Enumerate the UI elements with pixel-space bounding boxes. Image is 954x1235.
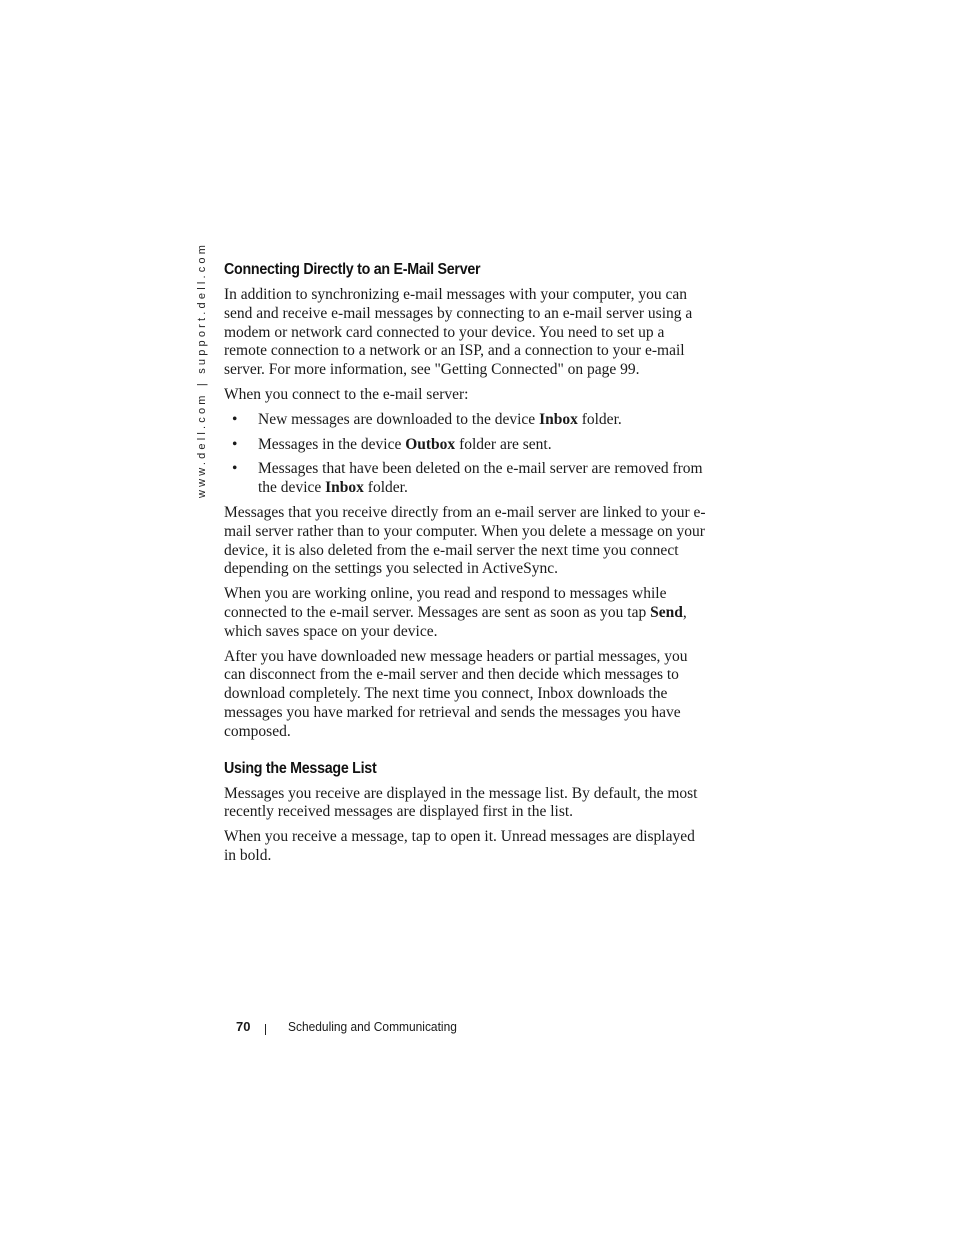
section-heading-connecting: Connecting Directly to an E-Mail Server: [224, 261, 481, 278]
paragraph-disconnect: After you have downloaded new message headers or partial messages, you can disconnect from the e-mail server and then decide which messages to download completely. The next time you connect, Inbox downloads the messages you have marked for retrieval and sends the messages you have composed.: [224, 647, 688, 740]
page-number: 70: [236, 1019, 251, 1034]
page-content: [224, 261, 708, 872]
bullet-list: [224, 411, 708, 498]
list-item: • New messages are downloaded to the device Inbox folder.: [224, 411, 708, 430]
footer-separator: [265, 1024, 266, 1035]
side-url-text: www.dell.com | support.dell.com: [196, 241, 208, 498]
section-heading-message-list: Using the Message List: [224, 759, 377, 777]
paragraph-intro: In addition to synchronizing e-mail messages with your computer, you can send and receive e-mail messages by connecting to an e-mail server using a modem or network card connected to your device. You need to set up a remote connection to a network or an ISP, and a connection to your e-mail server. For more information, see "Getting Connected" on page 99.: [224, 286, 693, 379]
paragraph-working-online: When you are working online, you read and respond to messages while connected to the e-mail server. Messages are sent as soon as you tap Send, which saves space on your device.: [224, 585, 687, 640]
paragraph-linked-messages: Messages that you receive directly from an e-mail server are linked to your e-mail server rather than to your computer. When you delete a message on your device, it is also deleted from the e-mail server the next time you connect depending on the settings you selected in ActiveSync.: [224, 503, 706, 578]
paragraph-tap-open: When you receive a message, tap to open it. Unread messages are displayed in bold.: [224, 828, 695, 864]
list-item: • Messages in the device Outbox folder are sent.: [224, 436, 708, 455]
footer-section-title: Scheduling and Communicating: [288, 1019, 458, 1034]
paragraph-message-list: Messages you receive are displayed in the message list. By default, the most recently received messages are displayed first in the list.: [224, 784, 698, 821]
list-item: • Messages that have been deleted on the e-mail server are removed from the device Inbox folder.: [224, 460, 708, 498]
paragraph-when-connect: When you connect to the e-mail server:: [224, 385, 469, 403]
page-footer: [236, 1019, 472, 1035]
